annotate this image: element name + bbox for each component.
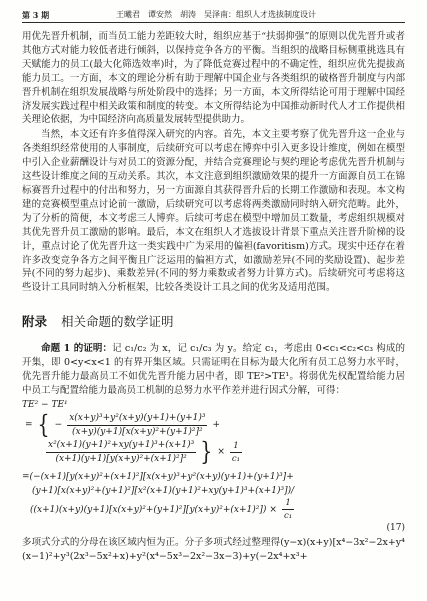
fraction-2-denominator: (x+1)(y+1)[y(x+y)²+(x+1)²]² bbox=[55, 453, 187, 464]
times-sign: × bbox=[217, 447, 225, 458]
minus-sign: − bbox=[54, 420, 63, 431]
appendix-label: 附录 bbox=[22, 314, 48, 330]
appendix-title: 相关命题的数学证明 bbox=[61, 314, 174, 330]
close-brace: } bbox=[200, 436, 213, 467]
factor-denominator: c₁ bbox=[231, 453, 241, 464]
equation-line-4-text: (y+1)[x(x+y)²+(y+1)²][x²(x+1)(y+1)²+xy(y+1)³+(x+1)³])/ bbox=[32, 485, 295, 496]
equals-sign: = bbox=[25, 420, 33, 431]
open-brace: { bbox=[37, 409, 50, 440]
fraction-2 bbox=[46, 440, 196, 465]
fraction-2-numerator: x²(x+1)(y+1)²+xy(y+1)³+(x+1)³ bbox=[46, 440, 196, 453]
times-sign: × bbox=[269, 504, 277, 515]
proof-text: 记 c₁/c₂ 为 x，记 c₁/c₃ 为 y。给定 c₁，考虑由 0<c₁<c₂<c₃ 构成的开集，即 0<y<x<1 的有界开集区域。只需证明在目标为最大化所有员工总努力水平时，优先晋升能力最高员工不如优先晋升能力居中者，即 TE²>TE¹。将弱优先权配置给能力居中员工与配置给能力最高员工机制的总努力水平作差并进行因式分解，可得： bbox=[22, 343, 405, 396]
fraction-1-numerator: x(x+y)³+y²(x+y)(y+1)+(y+1)³ bbox=[67, 413, 207, 426]
equation-17 bbox=[22, 398, 405, 534]
factor-numerator: 1 bbox=[230, 441, 242, 453]
running-header bbox=[22, 9, 405, 23]
equation-line-4 bbox=[22, 484, 405, 498]
proof-lead: 命题 1 的证明： bbox=[41, 343, 113, 355]
factor-numerator: 1 bbox=[282, 498, 294, 510]
running-title: 王曦君 谭安然 胡涛 吴泽南：组织人才选拔制度设计 bbox=[116, 10, 316, 19]
page-content bbox=[22, 30, 405, 564]
factor-denominator: c₁ bbox=[283, 511, 293, 522]
body-paragraph-2: 当然，本文还有许多值得深入研究的内容。首先，本文主要考察了优先晋升这一企业与各类组织经常使用的人事制度，后续研究可以考虑在博弈中引入更多设计维度，例如在模型中引入企业薪酬设计与对员工的资源分配，并结合竞赛理论与契约理论考虑优先晋升机制与这些设计维度之间的互动关系。其次，本文注意到组织激励效果的提升一方面源自员工在锦标赛晋升过程中的付出和努力，另一方面源自其获得晋升后的长期工作激励和表现。本文构建的竞赛模型重点讨论前一激励，后续研究可以考虑将两类激励同时纳入研究范畴。此外，为了分析的简便，本文考虑三人博弈。后续可考虑在模型中增加员工数量，考虑组织规模对其优先晋升员工激励的影响。最后，本文在组织人才选拔设计背景下重点关注晋升阶梯的设计，重点讨论了优先晋升这一类实践中广为采用的偏袒(favoritism)方式。现实中还存在着许多改变竞争各方之间平衡且广泛运用的偏袒方式，如激励差异(不同的奖励设置)、起步差异(不同的努力起步)、乘数差异(不同的努力乘数或者努力计算方式)。后续研究可考虑将这些设计工具同时纳入分析框架，比较各类设计工具之间的优劣及适用范围。 bbox=[22, 129, 405, 294]
proof-paragraph bbox=[22, 342, 405, 398]
equation-lhs-text: TE² − TE¹ bbox=[22, 399, 68, 410]
fraction-1-denominator: (x+y)(y+1)[x(x+y)²+(y+1)²]² bbox=[71, 426, 203, 437]
plus-sign: + bbox=[212, 420, 220, 431]
issue-number: 第 3 期 bbox=[22, 10, 50, 20]
equation-line-3 bbox=[22, 470, 405, 484]
equation-number: (17) bbox=[386, 522, 405, 533]
equation-line-5 bbox=[22, 498, 405, 522]
equation-line-5-text: ((x+1)(x+y)(y+1)[x(x+y)²+(y+1)²][y(x+y)²+(x+1)²]) bbox=[30, 504, 267, 515]
equation-line-2 bbox=[22, 436, 405, 467]
equation-number-row bbox=[22, 522, 405, 534]
equation-line-1 bbox=[22, 409, 405, 440]
factor-fraction bbox=[282, 498, 294, 521]
body-paragraph-1: 用优先晋升机制，而当员工能力差距较大时，组织应基于“扶弱抑强”的原则以优先晋升或者其他方式对能力较低者进行倾斜，以保持竞争各方的平衡。当组织的战略目标侧重挑选具有天赋能力的员工(最大化筛选效率)时，为了降低竞赛过程中的不确定性，组织应优先提拔高能力员工。一方面，本文的理论分析有助于理解中国企业与各类组织的破格晋升制度与内部晋升机制在组织发展战略与所处阶段中的选择；另一方面，本文所得结论可用于理解中国经济发展实践过程中相关政策和制度的转变。本文所得结论为中国推动新时代人才工作提供相关理论依据，为中国经济向高质量发展转型提供助力。 bbox=[22, 31, 405, 126]
proof-continuation: 多项式分式的分母在该区域内恒为正。分子多项式经过整理得(y−x)(x+y)[x⁴−3x²−2x+y⁴(x−1)²+y³(2x³−5x²+x)+y²(x⁴−5x³−2x²−3x−3)+y(−2x⁴+x³+ bbox=[22, 536, 405, 562]
equation-line-3-text: =(−(x+1)[y(x+y)²+(x+1)²][x(x+y)³+y²(x+y)(y+1)+(y+1)³]+ bbox=[22, 471, 294, 482]
fraction-1 bbox=[67, 413, 207, 438]
equation-lhs bbox=[22, 398, 405, 412]
appendix-heading bbox=[22, 314, 405, 330]
factor-fraction bbox=[230, 441, 242, 464]
